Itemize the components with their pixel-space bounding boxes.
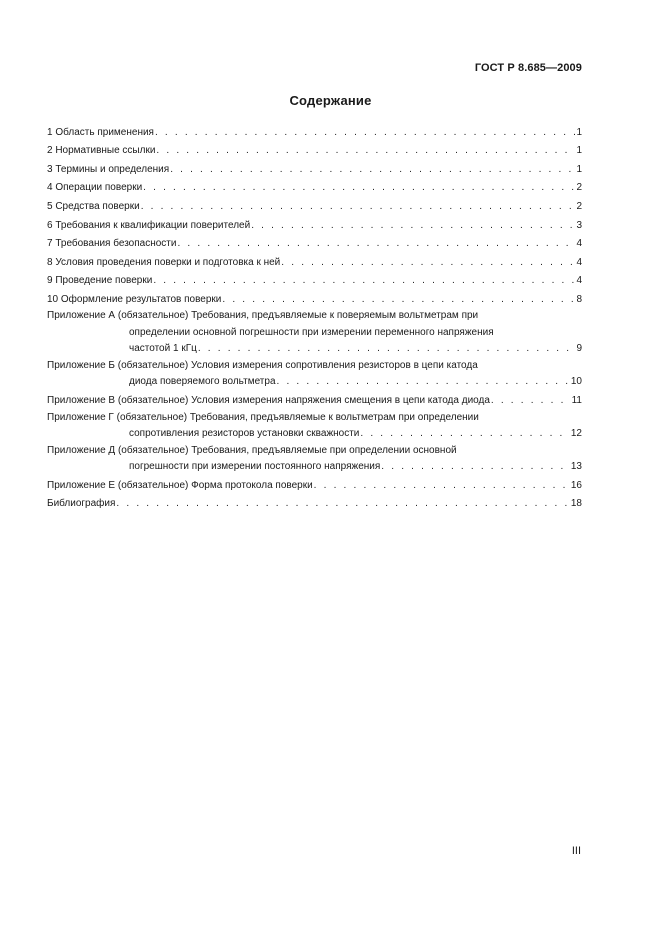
appendix-heading: Приложение В (обязательное) Условия измерения напряжения смещения в цепи катода диода <box>47 395 490 407</box>
page-number: III <box>571 845 581 857</box>
toc-entry-2[interactable] <box>47 141 582 160</box>
toc-appendix-a[interactable] <box>47 308 582 358</box>
toc-entry-10[interactable] <box>47 289 582 308</box>
toc-appendix-b[interactable] <box>47 357 582 390</box>
toc-entry-label: 5 Средства поверки <box>47 200 140 212</box>
toc-entry-page: 12 <box>570 428 582 440</box>
appendix-heading: Приложение Г (обязательное) Требования, предъявляемые к вольтметрам при определении <box>47 411 479 423</box>
toc-entry-3[interactable] <box>47 159 582 178</box>
toc-entry-4[interactable] <box>47 178 582 197</box>
appendix-title-line: определении основной погрешности при измерении переменного напряжения <box>129 326 494 338</box>
toc-entry-page: 11 <box>571 395 582 407</box>
toc-entry-page: 1 <box>576 126 582 138</box>
toc-entry-label: 7 Требования безопасности <box>47 238 177 250</box>
appendix-title-line: сопротивления резисторов установки скважности <box>129 428 360 440</box>
toc-title: Содержание <box>289 93 372 108</box>
appendix-title-line: частотой 1 кГц <box>129 343 197 355</box>
toc-entry-7[interactable] <box>47 234 582 253</box>
toc-entry-label: Библиография <box>47 498 116 510</box>
appendix-heading: Приложение Е (обязательное) Форма протокола поверки <box>47 479 313 491</box>
toc-entry-page: 13 <box>570 461 582 473</box>
toc-entry-label: 8 Условия проведения поверки и подготовка к ней <box>47 256 281 268</box>
appendix-heading: Приложение Д (обязательное) Требования, предъявляемые при определении основной <box>47 444 457 456</box>
toc-bibliography[interactable] <box>47 494 582 513</box>
toc-entry-page: 3 <box>576 219 582 231</box>
toc-entry-6[interactable] <box>47 215 582 234</box>
toc-entry-page: 8 <box>576 293 582 305</box>
toc-entry-page: 2 <box>576 182 582 194</box>
toc-entry-5[interactable] <box>47 196 582 215</box>
toc-appendix-v[interactable] <box>47 390 582 409</box>
toc-entry-label: 2 Нормативные ссылки <box>47 145 156 157</box>
toc-entry-page: 4 <box>576 275 582 287</box>
toc-entry-page: 18 <box>570 498 582 510</box>
toc-entry-label: 4 Операции поверки <box>47 182 143 194</box>
toc-entry-page: 4 <box>576 256 582 268</box>
toc-entry-1[interactable] <box>47 122 582 141</box>
toc-entry-label: 3 Термины и определения <box>47 163 170 175</box>
appendix-heading: Приложение А (обязательное) Требования, предъявляемые к поверяемым вольтметрам при <box>47 310 479 322</box>
toc-entry-page: 1 <box>576 163 582 175</box>
toc-entry-page: 1 <box>576 145 582 157</box>
toc-entry-label: 1 Область применения <box>47 126 154 138</box>
toc-entry-page: 16 <box>570 479 582 491</box>
appendix-title-line: погрешности при измерении постоянного напряжения <box>129 461 381 473</box>
table-of-contents <box>47 122 582 512</box>
appendix-heading: Приложение Б (обязательное) Условия измерения сопротивления резисторов в цепи катода <box>47 359 478 371</box>
appendix-title-line: диода поверяемого вольтметра <box>129 376 276 388</box>
toc-appendix-g[interactable] <box>47 409 582 442</box>
toc-entry-page: 10 <box>570 376 582 388</box>
toc-entry-8[interactable] <box>47 252 582 271</box>
toc-entry-page: 4 <box>576 238 582 250</box>
toc-entry-label: 10 Оформление результатов поверки <box>47 293 222 305</box>
toc-appendix-d[interactable] <box>47 442 582 475</box>
toc-entry-9[interactable] <box>47 271 582 290</box>
document-code: ГОСТ Р 8.685—2009 <box>474 62 582 74</box>
toc-entry-label: 9 Проведение поверки <box>47 275 153 287</box>
toc-appendix-e[interactable] <box>47 475 582 494</box>
toc-entry-page: 9 <box>576 343 582 355</box>
toc-entry-label: 6 Требования к квалификации поверителей <box>47 219 251 231</box>
toc-entry-page: 2 <box>576 200 582 212</box>
